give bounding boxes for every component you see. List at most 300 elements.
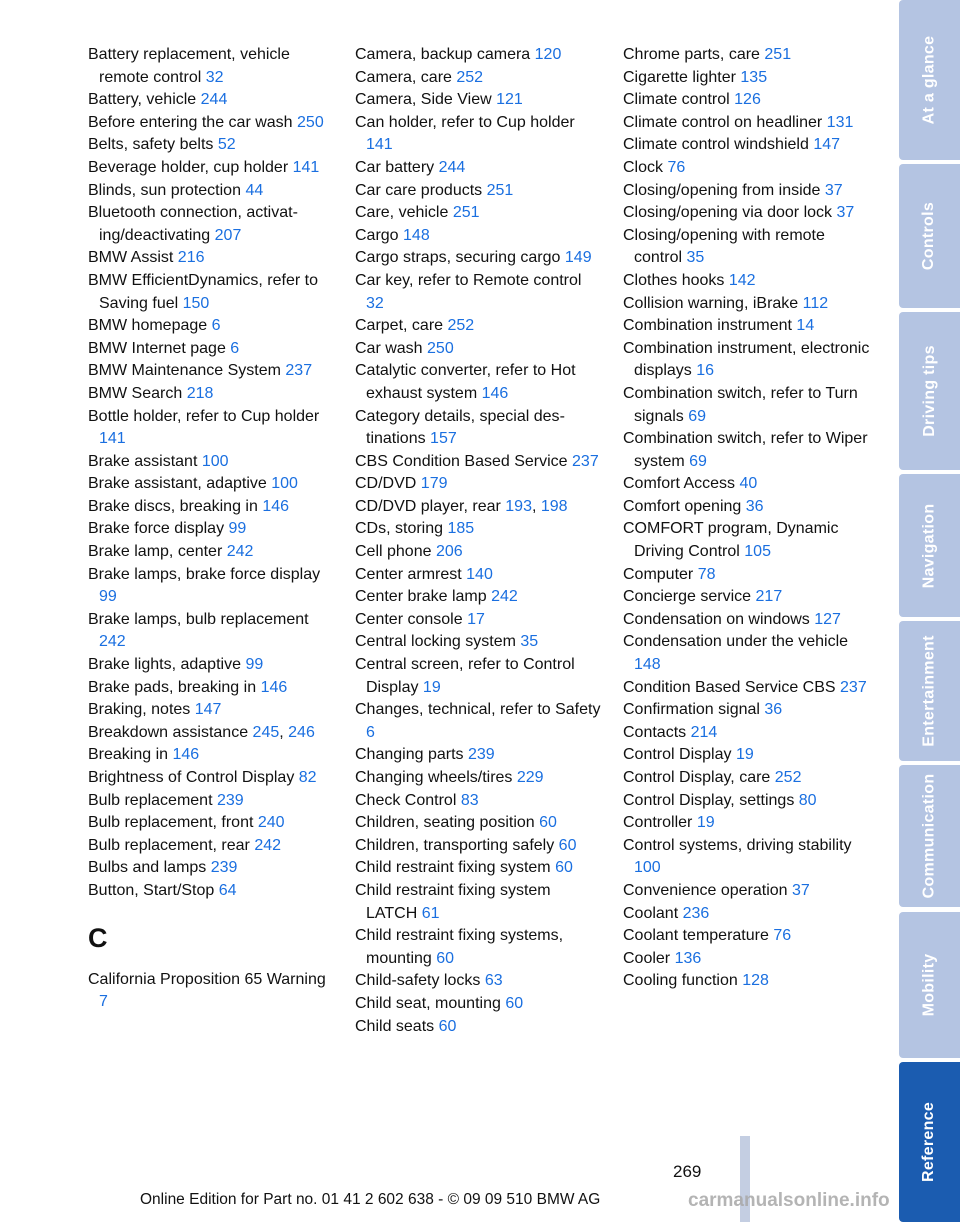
index-entry <box>88 360 334 383</box>
page-link[interactable]: 136 <box>674 949 702 967</box>
index-entry <box>88 564 334 609</box>
index-entry <box>623 225 871 270</box>
index-entry-text: Child-safety locks <box>355 972 481 990</box>
tab-label: Controls <box>920 201 938 271</box>
index-entry <box>88 473 334 496</box>
index-entry-text: Children, transporting safely <box>355 836 555 854</box>
page-link[interactable]: 99 <box>245 656 264 674</box>
index-entry <box>355 812 603 835</box>
index-entry-text: Combination switch, refer to Turn signals <box>623 384 858 425</box>
page-link[interactable]: 99 <box>99 588 117 606</box>
page-link[interactable]: 82 <box>298 769 317 786</box>
index-entry-text: Camera, backup camera <box>355 46 531 63</box>
index-entry-text: Child seats <box>355 1017 435 1035</box>
index-entry <box>355 541 603 564</box>
index-entry <box>355 790 603 813</box>
page-number: 269 <box>673 1162 702 1181</box>
index-entry-text: Bulb replacement, front <box>88 814 254 832</box>
page-link[interactable]: 128 <box>742 972 769 990</box>
page-link[interactable]: 206 <box>435 543 463 561</box>
index-entry-text: Breakdown assistance <box>88 723 249 741</box>
index-entry <box>623 722 871 745</box>
page-link[interactable]: 142 <box>728 271 756 289</box>
page-link[interactable]: 6 <box>230 339 240 357</box>
page-link[interactable]: 6 <box>211 317 221 335</box>
page-link[interactable]: 146 <box>262 497 290 515</box>
index-entry-text: BMW EfficientDynamics, refer to Saving fuel <box>88 271 318 312</box>
tab-label: Entertainment <box>920 635 938 747</box>
index-entry-text: Brake lights, adaptive <box>88 656 241 674</box>
page-link[interactable]: 240 <box>257 814 285 832</box>
page-link[interactable]: 60 <box>539 814 557 832</box>
index-entry-text: Combination instrument <box>623 317 792 335</box>
page-link[interactable]: 64 <box>218 881 237 899</box>
index-entry-text: Control Display, care <box>623 769 771 786</box>
page-link[interactable]: 32 <box>366 294 384 312</box>
page-separator: , <box>279 723 289 741</box>
index-entry <box>88 812 334 835</box>
page-link[interactable]: 147 <box>813 136 841 154</box>
index-entry <box>355 89 603 112</box>
index-entry <box>623 564 871 587</box>
index-entry <box>355 406 603 451</box>
page-link[interactable]: 252 <box>447 317 475 335</box>
index-entry-text: Condition Based Service CBS <box>623 678 836 696</box>
index-entry <box>355 225 603 248</box>
page-link[interactable]: 83 <box>460 791 479 809</box>
index-entry <box>355 451 603 474</box>
index-entry <box>623 744 871 767</box>
index-entry-text: Changes, technical, refer to Safety <box>355 701 601 719</box>
index-entry-text: Center brake lamp <box>355 588 487 606</box>
index-entry <box>88 383 334 406</box>
index-entry-text: CD/DVD <box>355 475 417 493</box>
page-link[interactable]: 61 <box>421 904 440 922</box>
page-link[interactable]: 100 <box>634 859 661 877</box>
index-entry <box>355 699 603 744</box>
page-link[interactable]: 216 <box>177 249 205 267</box>
index-entry-text: Category details, special destinations <box>355 407 565 448</box>
page-link[interactable]: 36 <box>745 497 764 515</box>
page-link[interactable]: 250 <box>427 339 454 357</box>
page-link[interactable]: 244 <box>200 91 228 109</box>
index-entry-text: Brake assistant, adaptive <box>88 475 267 493</box>
tab-label: Reference <box>920 1101 938 1183</box>
page-link[interactable]: 185 <box>447 520 475 538</box>
page-link[interactable]: 37 <box>824 181 843 199</box>
index-entry-text: Battery replacement, vehicle remote control <box>88 46 290 86</box>
page-link[interactable]: 105 <box>744 543 771 561</box>
index-entry-text: Coolant temperature <box>623 927 769 945</box>
index-entry <box>88 969 334 1014</box>
page-link[interactable]: 217 <box>755 588 783 606</box>
index-entry-text: Breaking in <box>88 746 169 764</box>
page-link[interactable]: 19 <box>735 746 754 764</box>
page-link[interactable]: 37 <box>836 204 855 222</box>
index-entry-text: Computer <box>623 565 694 583</box>
page-link[interactable]: 131 <box>826 113 854 131</box>
page-link[interactable]: 229 <box>516 769 544 786</box>
index-entry <box>88 835 334 858</box>
index-entry <box>355 270 603 315</box>
index-entry-text: Car key, refer to Remote control <box>355 271 582 289</box>
index-entry-text: Control Display, settings <box>623 791 795 809</box>
page-link[interactable]: 36 <box>764 701 783 719</box>
index-entry-text: Care, vehicle <box>355 204 449 222</box>
page-separator: , <box>531 497 541 515</box>
page-link[interactable]: 250 <box>297 113 324 131</box>
index-entry <box>88 202 334 247</box>
index-entry <box>623 925 871 948</box>
index-entry-text: BMW Search <box>88 384 183 402</box>
index-entry <box>623 835 871 880</box>
page-link[interactable]: 237 <box>840 678 867 696</box>
index-entry <box>623 880 871 903</box>
index-entry-text: Cargo <box>355 226 399 244</box>
page-link[interactable]: 146 <box>481 384 509 402</box>
index-entry <box>88 134 334 157</box>
page-link[interactable]: 76 <box>667 158 686 176</box>
footer-text: Online Edition for Part no. 01 41 2 602 638 - © 09 09 510 BMW AG <box>140 1191 601 1208</box>
index-entry <box>88 89 334 112</box>
index-entry-text: Can holder, refer to Cup holder <box>355 113 575 131</box>
watermark: carmanualsonline.info <box>688 1190 890 1211</box>
page-link[interactable]: 218 <box>186 384 214 402</box>
tab-entertainment[interactable] <box>899 621 960 761</box>
index-entry-text: Condensation under the vehicle <box>623 633 849 651</box>
index-entry <box>88 880 334 903</box>
page-link[interactable]: 60 <box>555 859 573 877</box>
index-entry <box>623 790 871 813</box>
page-link[interactable]: 19 <box>422 678 441 696</box>
index-entry-text: Bluetooth connection, activating/deactivating <box>88 204 298 244</box>
index-entry <box>88 180 334 203</box>
tab-driving-tips[interactable] <box>899 312 960 470</box>
index-entry-text: Changing parts <box>355 746 464 764</box>
tab-controls[interactable] <box>899 164 960 308</box>
index-entry <box>88 451 334 474</box>
index-entry-text: Braking, notes <box>88 701 191 719</box>
index-entry-text: Battery, vehicle <box>88 91 197 109</box>
index-entry <box>88 677 334 700</box>
index-entry-text: Cooling function <box>623 972 738 990</box>
index-entry-text: Child restraint fixing system LATCH <box>355 881 551 922</box>
index-entry-text: Blinds, sun protection <box>88 181 241 199</box>
page-link[interactable]: 252 <box>456 68 484 86</box>
index-entry <box>355 880 603 925</box>
index-entry <box>88 790 334 813</box>
page-link[interactable]: 239 <box>467 746 495 764</box>
index-entry <box>623 767 871 790</box>
index-entry-text: Clothes hooks <box>623 271 725 289</box>
index-column-1 <box>88 44 334 1014</box>
index-entry <box>623 89 871 112</box>
page-link[interactable]: 121 <box>496 91 523 109</box>
index-entry <box>355 315 603 338</box>
index-column-3 <box>623 44 871 993</box>
index-entry <box>355 564 603 587</box>
index-entry <box>355 360 603 405</box>
page-link[interactable]: 35 <box>686 249 705 267</box>
index-entry-text: Car care products <box>355 181 483 199</box>
index-entry-text: Center armrest <box>355 565 462 583</box>
index-entry-text: Central locking system <box>355 633 516 651</box>
page-link[interactable]: 252 <box>774 769 802 786</box>
page-link[interactable]: 239 <box>216 791 244 809</box>
index-entry-text: Bottle holder, refer to Cup holder <box>88 407 320 425</box>
index-entry-text: Confirmation signal <box>623 701 760 719</box>
index-entry <box>623 948 871 971</box>
index-entry <box>623 44 871 67</box>
index-entry <box>88 857 334 880</box>
index-entry <box>623 112 871 135</box>
page-link[interactable]: 140 <box>466 565 493 583</box>
index-entry-text: Chrome parts, care <box>623 46 760 63</box>
index-entry <box>623 157 871 180</box>
page-link[interactable]: 245 <box>252 723 280 741</box>
tab-at-a-glance[interactable] <box>899 0 960 160</box>
index-entry-text: Comfort opening <box>623 497 742 515</box>
page-link[interactable]: 141 <box>292 158 320 176</box>
index-entry-text: Brightness of Control Display <box>88 769 295 786</box>
index-entry <box>88 496 334 519</box>
index-column-2 <box>355 44 603 1038</box>
index-entry-text: Climate control on headliner <box>623 113 823 131</box>
index-entry <box>88 270 334 315</box>
page-link[interactable]: 17 <box>467 610 485 628</box>
section-letter: C <box>88 922 109 953</box>
page-link[interactable]: 6 <box>366 723 375 741</box>
index-entry-text: Cell phone <box>355 543 432 561</box>
tab-mobility[interactable] <box>899 912 960 1058</box>
index-entry-text: Car battery <box>355 158 435 176</box>
index-entry-text: Combination instrument, electronic displays <box>623 339 870 380</box>
index-entry <box>88 315 334 338</box>
index-entry <box>623 812 871 835</box>
index-entry <box>623 338 871 383</box>
page-link[interactable]: 19 <box>696 814 715 832</box>
tab-reference[interactable] <box>899 1062 960 1222</box>
index-entry-text: Brake lamps, brake force display <box>88 565 321 583</box>
index-entry <box>88 157 334 180</box>
index-entry <box>355 44 603 67</box>
index-entry-text: Camera, Side View <box>355 91 492 109</box>
index-entry <box>623 970 871 993</box>
page-link[interactable]: 242 <box>491 588 518 606</box>
index-entry-text: Child restraint fixing systems, mounting <box>355 927 564 967</box>
index-entry-text: Center console <box>355 610 463 628</box>
index-entry <box>623 586 871 609</box>
tab-label: Navigation <box>920 503 938 588</box>
page-link[interactable]: 60 <box>558 836 577 854</box>
index-entry <box>623 677 871 700</box>
index-entry <box>88 44 334 89</box>
index-entry <box>623 496 871 519</box>
page-link[interactable]: 32 <box>205 68 224 86</box>
index-entry <box>355 993 603 1016</box>
page-link[interactable]: 100 <box>201 452 229 470</box>
page-link[interactable]: 120 <box>534 46 562 63</box>
index-entry <box>88 112 334 135</box>
index-entry-text: Contacts <box>623 723 687 741</box>
page-link[interactable]: 149 <box>564 249 592 267</box>
index-entry <box>355 586 603 609</box>
index-entry-text: Brake force display <box>88 520 225 538</box>
page-link[interactable]: 146 <box>260 678 288 696</box>
index-entry <box>623 903 871 926</box>
index-entry-text: COMFORT program, Dynamic Driving Control <box>623 520 839 561</box>
index-entry <box>88 338 334 361</box>
index-entry <box>355 157 603 180</box>
page-link[interactable]: 237 <box>285 362 313 380</box>
index-entry-text: Control Display <box>623 746 732 764</box>
page-link[interactable]: 242 <box>226 543 254 561</box>
index-entry <box>355 202 603 225</box>
index-entry-text: Bulb replacement, rear <box>88 836 250 854</box>
index-entry-text: Closing/opening via door lock <box>623 204 833 222</box>
index-entry-text: CD/DVD player, rear <box>355 497 501 515</box>
index-entry <box>88 247 334 270</box>
page-link[interactable]: 63 <box>484 972 503 990</box>
index-entry <box>355 654 603 699</box>
page-link[interactable]: 16 <box>696 362 715 380</box>
index-entry-text: Changing wheels/tires <box>355 769 513 786</box>
index-entry <box>623 315 871 338</box>
page-link[interactable]: 44 <box>245 181 264 199</box>
index-entry-text: BMW homepage <box>88 317 208 335</box>
index-entry-text: Child seat, mounting <box>355 994 501 1012</box>
page-link[interactable]: 214 <box>690 723 718 741</box>
page-link[interactable]: 40 <box>739 475 758 493</box>
index-entry <box>623 270 871 293</box>
index-entry-text: Clock <box>623 158 664 176</box>
index-entry <box>88 767 334 790</box>
page-link[interactable]: 78 <box>697 565 716 583</box>
page-link[interactable]: 198 <box>540 497 568 515</box>
page-link[interactable]: 251 <box>764 46 792 63</box>
index-entry <box>623 202 871 225</box>
page-link[interactable]: 69 <box>688 407 707 425</box>
index-entry-text: Carpet, care <box>355 317 444 335</box>
page-link[interactable]: 80 <box>798 791 817 809</box>
page-link[interactable]: 157 <box>430 430 457 448</box>
page-link[interactable]: 60 <box>505 994 524 1012</box>
page-link[interactable]: 147 <box>194 701 222 719</box>
page-link[interactable]: 141 <box>99 430 126 448</box>
index-entry-text: Beverage holder, cup holder <box>88 158 289 176</box>
page-link[interactable]: 242 <box>254 836 282 854</box>
index-entry-text: CBS Condition Based Service <box>355 452 568 470</box>
page-link[interactable]: 60 <box>438 1017 457 1035</box>
index-entry-text: Climate control <box>623 91 730 109</box>
index-entry <box>623 518 871 563</box>
index-entry <box>355 835 603 858</box>
index-entry <box>88 744 334 767</box>
index-entry <box>88 609 334 654</box>
page-link[interactable]: 52 <box>217 136 236 154</box>
page-link[interactable]: 69 <box>689 452 707 470</box>
index-entry-text: Brake lamp, center <box>88 543 223 561</box>
page-link[interactable]: 207 <box>214 226 242 244</box>
index-entry-text: Collision warning, iBrake <box>623 294 799 312</box>
index-entry <box>88 406 334 451</box>
page-link[interactable]: 239 <box>210 859 238 877</box>
index-entry <box>88 518 334 541</box>
index-entry-text: Brake discs, breaking in <box>88 497 258 515</box>
page-link[interactable]: 76 <box>773 927 792 945</box>
page-link[interactable]: 251 <box>452 204 480 222</box>
page-link[interactable]: 135 <box>740 68 768 86</box>
index-entry-text: Children, seating position <box>355 814 535 832</box>
page-link[interactable]: 127 <box>814 610 841 628</box>
index-entry <box>623 473 871 496</box>
page-link[interactable]: 35 <box>520 633 539 651</box>
index-entry-text: California Proposition 65 Warning <box>88 970 326 988</box>
tab-navigation[interactable] <box>899 474 960 617</box>
page-link[interactable]: 14 <box>796 317 815 335</box>
index-entry-text: Cargo straps, securing cargo <box>355 249 561 267</box>
page-link[interactable]: 148 <box>634 656 661 674</box>
index-entry <box>88 654 334 677</box>
index-entry-text: Combination switch, refer to Wiper system <box>623 430 868 470</box>
index-entry-text: Central screen, refer to Control Display <box>355 656 575 696</box>
index-entry-text: Cigarette lighter <box>623 68 736 86</box>
page-link[interactable]: 244 <box>438 158 466 176</box>
index-entry-text: Brake lamps, bulb replacement <box>88 610 309 628</box>
index-entry <box>355 1016 603 1039</box>
index-entry-text: Climate control windshield <box>623 136 809 154</box>
page-link[interactable]: 251 <box>486 181 514 199</box>
page-link[interactable]: 193 <box>505 497 532 515</box>
tab-communication[interactable] <box>899 765 960 907</box>
page-link[interactable]: 7 <box>99 993 108 1011</box>
page-link[interactable]: 237 <box>572 452 599 470</box>
page-link[interactable]: 60 <box>436 949 455 967</box>
page-link[interactable]: 126 <box>734 91 761 109</box>
page-link[interactable]: 150 <box>182 294 210 312</box>
index-entry <box>355 338 603 361</box>
index-entry <box>88 699 334 722</box>
page-link[interactable]: 99 <box>228 520 247 538</box>
section-sidebar <box>899 0 960 1222</box>
page-link[interactable]: 236 <box>682 904 710 922</box>
index-entry-text: Belts, safety belts <box>88 136 214 154</box>
page-link[interactable]: 37 <box>792 881 810 899</box>
page-link[interactable]: 141 <box>366 136 393 154</box>
index-entry-text: Child restraint fixing system <box>355 859 551 877</box>
index-entry <box>355 767 603 790</box>
page-link[interactable]: 112 <box>802 294 829 312</box>
index-entry <box>355 857 603 880</box>
page-link[interactable]: 146 <box>172 746 200 764</box>
index-entry <box>355 112 603 157</box>
page-link[interactable]: 100 <box>271 475 298 493</box>
page-link[interactable]: 148 <box>403 226 430 244</box>
index-entry <box>623 609 871 632</box>
index-entry <box>355 247 603 270</box>
index-entry <box>623 428 871 473</box>
index-entry <box>355 473 603 496</box>
index-entry-text: Closing/opening from inside <box>623 181 821 199</box>
page-link[interactable]: 246 <box>288 723 315 741</box>
index-entry <box>623 631 871 676</box>
index-entry <box>623 67 871 90</box>
index-entry-text: BMW Internet page <box>88 339 226 357</box>
page-link[interactable]: 179 <box>420 475 448 493</box>
index-entry-text: Convenience operation <box>623 881 788 899</box>
page-link[interactable]: 242 <box>99 633 126 651</box>
index-entry <box>88 541 334 564</box>
